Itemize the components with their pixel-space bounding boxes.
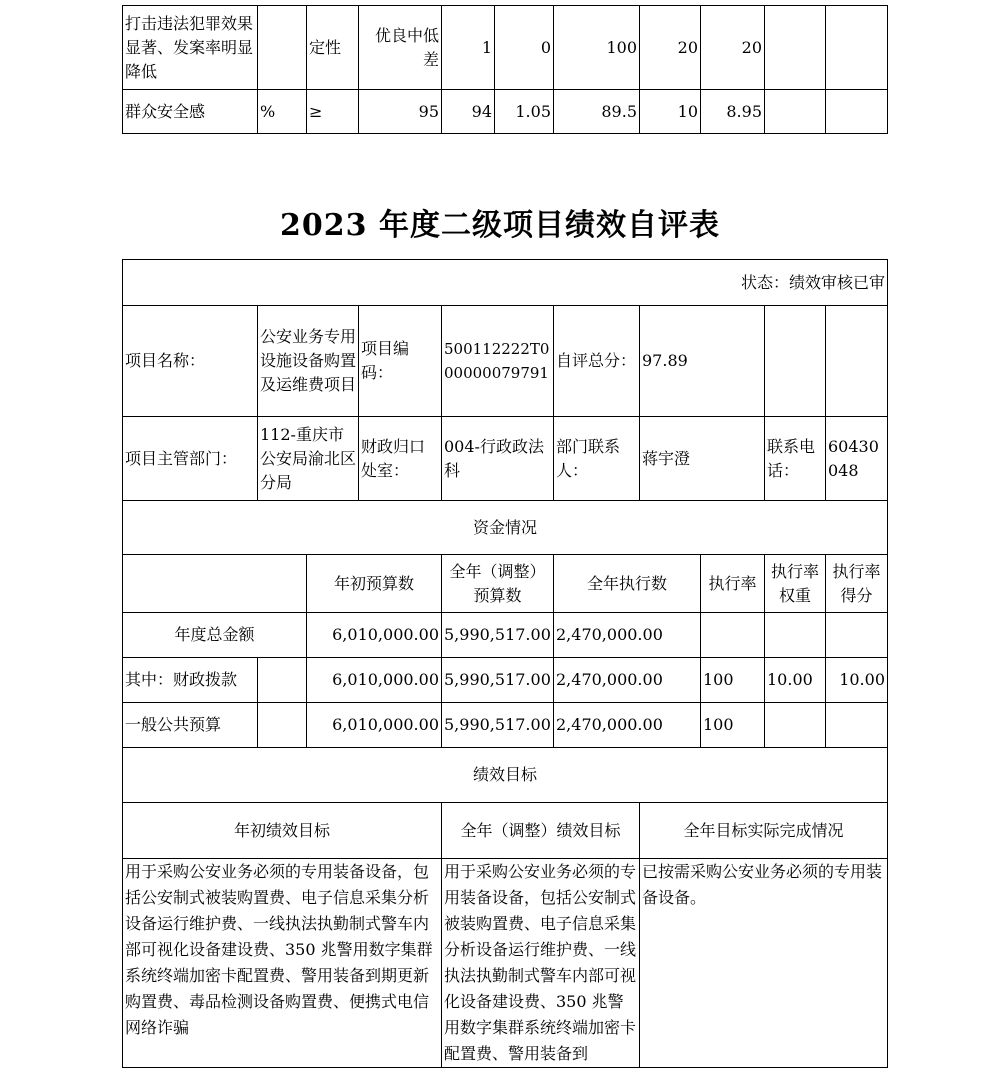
indicator-unit: % (258, 90, 307, 134)
funds-weight: 10.00 (765, 658, 826, 703)
indicator-target: 优良中低差 (359, 6, 442, 90)
adjusted-goal-text: 用于采购公安业务必须的专用装备设备，包括公安制式被装购置费、电子信息采集分析设备运行维护费、一线执法执勤制式警车内部可视化设备建设费、350 兆警用数字集群系统终端加密卡配置费、警用装备到 (442, 859, 640, 1068)
contact-value: 蒋宇澄 (640, 417, 765, 501)
indicator-name: 群众安全感 (123, 90, 258, 134)
funds-header: 全年（调整）预算数 (442, 555, 554, 613)
self-score-label: 自评总分： (554, 306, 640, 417)
funds-executed: 2,470,000.00 (554, 613, 701, 658)
indicator-ratio: 1.05 (495, 90, 554, 134)
indicator-unit (258, 6, 307, 90)
funds-header: 执行率得分 (826, 555, 888, 613)
dept-label: 项目主管部门： (123, 417, 258, 501)
indicator-name: 打击违法犯罪效果显著、发案率明显降低 (123, 6, 258, 90)
funds-header: 执行率 (701, 555, 765, 613)
goals-header: 全年目标实际完成情况 (640, 803, 888, 859)
funds-section-title: 资金情况 (123, 501, 888, 555)
project-info-row (123, 306, 888, 417)
project-name: 公安业务专用设施设备购置及运维费项目 (258, 306, 359, 417)
funds-initial: 6,010,000.00 (307, 658, 442, 703)
funds-executed: 2,470,000.00 (554, 703, 701, 748)
indicator-actual: 94 (442, 90, 495, 134)
indicator-actual: 1 (442, 6, 495, 90)
funds-row (123, 703, 888, 748)
indicator-score-rate: 100 (554, 6, 640, 90)
contact-label: 部门联系人： (554, 417, 640, 501)
goals-header: 全年（调整）绩效目标 (442, 803, 640, 859)
indicator-score: 20 (701, 6, 765, 90)
funds-score (826, 613, 888, 658)
goals-header-row (123, 803, 888, 859)
funds-header-row (123, 555, 888, 613)
dept-value: 112-重庆市公安局渝北区分局 (258, 417, 359, 501)
goals-header: 年初绩效目标 (123, 803, 442, 859)
table-row (123, 6, 888, 90)
funds-weight (765, 703, 826, 748)
funds-adjusted: 5,990,517.00 (442, 613, 554, 658)
funds-weight (765, 613, 826, 658)
goals-content-row (123, 859, 888, 1068)
self-score: 97.89 (640, 306, 765, 417)
funds-header: 全年执行数 (554, 555, 701, 613)
dept-info-row (123, 417, 888, 501)
evaluation-table (122, 259, 888, 1068)
phone-value: 60430048 (826, 417, 888, 501)
funds-initial: 6,010,000.00 (307, 703, 442, 748)
indicator-weight: 20 (640, 6, 701, 90)
funds-row-label: 其中：财政拨款 (123, 658, 258, 703)
funds-rate: 100 (701, 703, 765, 748)
phone-label: 联系电话： (765, 417, 826, 501)
funds-initial: 6,010,000.00 (307, 613, 442, 658)
indicator-score: 8.95 (701, 90, 765, 134)
indicator-target: 95 (359, 90, 442, 134)
actual-completion-text: 已按需采购公安业务必须的专用装备设备。 (640, 859, 888, 1068)
funds-executed: 2,470,000.00 (554, 658, 701, 703)
prev-indicator-table (122, 5, 888, 134)
indicator-op: ≥ (307, 90, 359, 134)
funds-row-label: 一般公共预算 (123, 703, 258, 748)
indicator-op: 定性 (307, 6, 359, 90)
funds-row (123, 613, 888, 658)
indicator-ratio: 0 (495, 6, 554, 90)
funds-header: 执行率权重 (765, 555, 826, 613)
indicator-score-rate: 89.5 (554, 90, 640, 134)
finance-value: 004-行政政法科 (442, 417, 554, 501)
funds-score: 10.00 (826, 658, 888, 703)
funds-row-label: 年度总金额 (123, 613, 307, 658)
initial-goal-text: 用于采购公安业务必须的专用装备设备，包括公安制式被装购置费、电子信息采集分析设备运行维护费、一线执法执勤制式警车内部可视化设备建设费、350 兆警用数字集群系统终端加密卡配置费、警用装备到期更新购置费、毒品检测设备购置费、便携式电信网络诈骗 (123, 859, 442, 1068)
project-name-label: 项目名称： (123, 306, 258, 417)
project-code-label: 项目编码： (359, 306, 442, 417)
indicator-weight: 10 (640, 90, 701, 134)
goals-section-title: 绩效目标 (123, 748, 888, 803)
funds-rate: 100 (701, 658, 765, 703)
project-code: 500112222T000000079791 (442, 306, 554, 417)
funds-header: 年初预算数 (307, 555, 442, 613)
status-text: 状态：绩效审核已审 (123, 260, 888, 306)
finance-label: 财政归口处室： (359, 417, 442, 501)
funds-row (123, 658, 888, 703)
funds-score (826, 703, 888, 748)
funds-adjusted: 5,990,517.00 (442, 658, 554, 703)
page-title: 2023 年度二级项目绩效自评表 (280, 208, 720, 243)
funds-adjusted: 5,990,517.00 (442, 703, 554, 748)
funds-rate (701, 613, 765, 658)
table-row (123, 90, 888, 134)
